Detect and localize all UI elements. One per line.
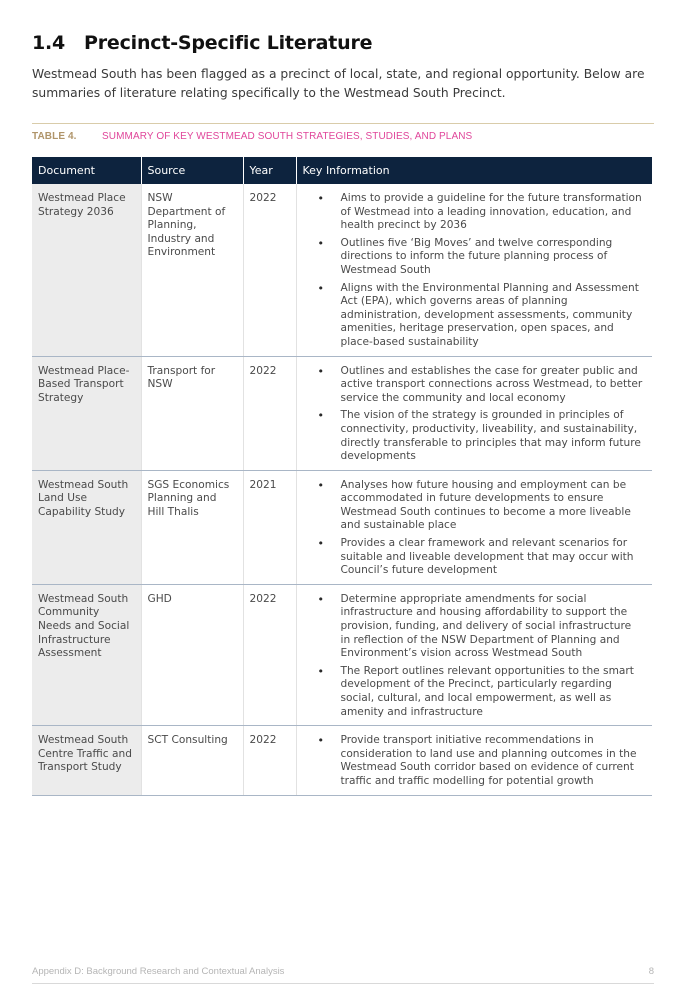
- key-points-list: [303, 192, 645, 350]
- document-cell: Westmead South Land Use Capability Study: [32, 470, 141, 584]
- table-row: [32, 584, 652, 725]
- year-cell: 2022: [243, 726, 296, 795]
- document-cell: Westmead South Centre Traffic and Transport Study: [32, 726, 141, 795]
- year-cell: 2022: [243, 356, 296, 470]
- section-heading: [32, 32, 372, 54]
- year-cell: 2021: [243, 470, 296, 584]
- key-points-list: [303, 479, 645, 578]
- document-cell: Westmead Place Strategy 2036: [32, 184, 141, 356]
- table-header-row: [32, 157, 652, 184]
- header-source: Source: [141, 157, 243, 184]
- footer-divider: [32, 983, 654, 984]
- section-title: Precinct-Specific Literature: [84, 32, 373, 54]
- key-point: • Analyses how future housing and employment can be accommodated in future developments to ensure Westmead South continues to become a more liveable and sustainable place: [303, 479, 645, 533]
- intro-paragraph: Westmead South has been flagged as a precinct of local, state, and regional opportunity. Below are summaries of literature relating specifically to the Westmead South Precinct.: [32, 67, 645, 100]
- footer-text: Appendix D: Background Research and Contextual Analysis: [32, 966, 285, 977]
- table-label: TABLE 4.: [32, 131, 77, 142]
- literature-table: [32, 157, 652, 796]
- source-cell: GHD: [141, 584, 243, 725]
- key-information-cell: [296, 184, 652, 356]
- key-information-cell: [296, 584, 652, 725]
- table-caption: [32, 131, 472, 142]
- year-cell: 2022: [243, 584, 296, 725]
- page-footer: [32, 966, 654, 977]
- key-point: • Aims to provide a guideline for the future transformation of Westmead into a leading innovation, education, and health precinct by 2036: [303, 192, 645, 233]
- page-number: 8: [648, 966, 654, 977]
- key-information-cell: [296, 356, 652, 470]
- key-point: • The vision of the strategy is grounded in principles of connectivity, productivity, liveability, and sustainability, directly transferable to principles that may inform future developments: [303, 409, 645, 463]
- section-number: 1.4: [32, 32, 66, 54]
- key-point: • Outlines and establishes the case for greater public and active transport connections across Westmead, to better service the community and local economy: [303, 365, 645, 406]
- header-year: Year: [243, 157, 296, 184]
- table-row: [32, 470, 652, 584]
- key-point: • Determine appropriate amendments for social infrastructure and housing affordability to support the provision, funding, and delivery of social infrastructure in reflection of the NSW Department of Planning and Environment’s vision across Westmead South: [303, 593, 645, 661]
- key-point: • Provide transport initiative recommendations in consideration to land use and planning outcomes in the Westmead South corridor based on evidence of current traffic and traffic modelling for potential growth: [303, 734, 645, 788]
- key-point: • The Report outlines relevant opportunities to the smart development of the Precinct, particularly regarding social, cultural, and local empowerment, as well as amenity and infrastructure: [303, 665, 645, 719]
- key-points-list: [303, 734, 645, 788]
- year-cell: 2022: [243, 184, 296, 356]
- caption-divider: [32, 123, 654, 124]
- key-information-cell: [296, 726, 652, 795]
- document-cell: Westmead Place-Based Transport Strategy: [32, 356, 141, 470]
- table-title: SUMMARY OF KEY WESTMEAD SOUTH STRATEGIES, STUDIES, AND PLANS: [102, 131, 473, 142]
- key-point: • Provides a clear framework and relevant scenarios for suitable and liveable development that may occur with Council’s future development: [303, 537, 645, 578]
- table-row: [32, 726, 652, 795]
- key-point: • Aligns with the Environmental Planning and Assessment Act (EPA), which governs areas of planning administration, development assessments, community amenities, heritage preservation, open spaces, and place-based sustainability: [303, 282, 645, 350]
- header-key-information: Key Information: [296, 157, 652, 184]
- source-cell: Transport for NSW: [141, 356, 243, 470]
- source-cell: SCT Consulting: [141, 726, 243, 795]
- table-row: [32, 356, 652, 470]
- key-points-list: [303, 593, 645, 719]
- source-cell: NSW Department of Planning, Industry and Environment: [141, 184, 243, 356]
- source-cell: SGS Economics Planning and Hill Thalis: [141, 470, 243, 584]
- key-point: • Outlines five ‘Big Moves’ and twelve corresponding directions to inform the future planning process of Westmead South: [303, 237, 645, 278]
- key-information-cell: [296, 470, 652, 584]
- table-row: [32, 184, 652, 356]
- document-cell: Westmead South Community Needs and Social Infrastructure Assessment: [32, 584, 141, 725]
- key-points-list: [303, 365, 645, 464]
- header-document: Document: [32, 157, 141, 184]
